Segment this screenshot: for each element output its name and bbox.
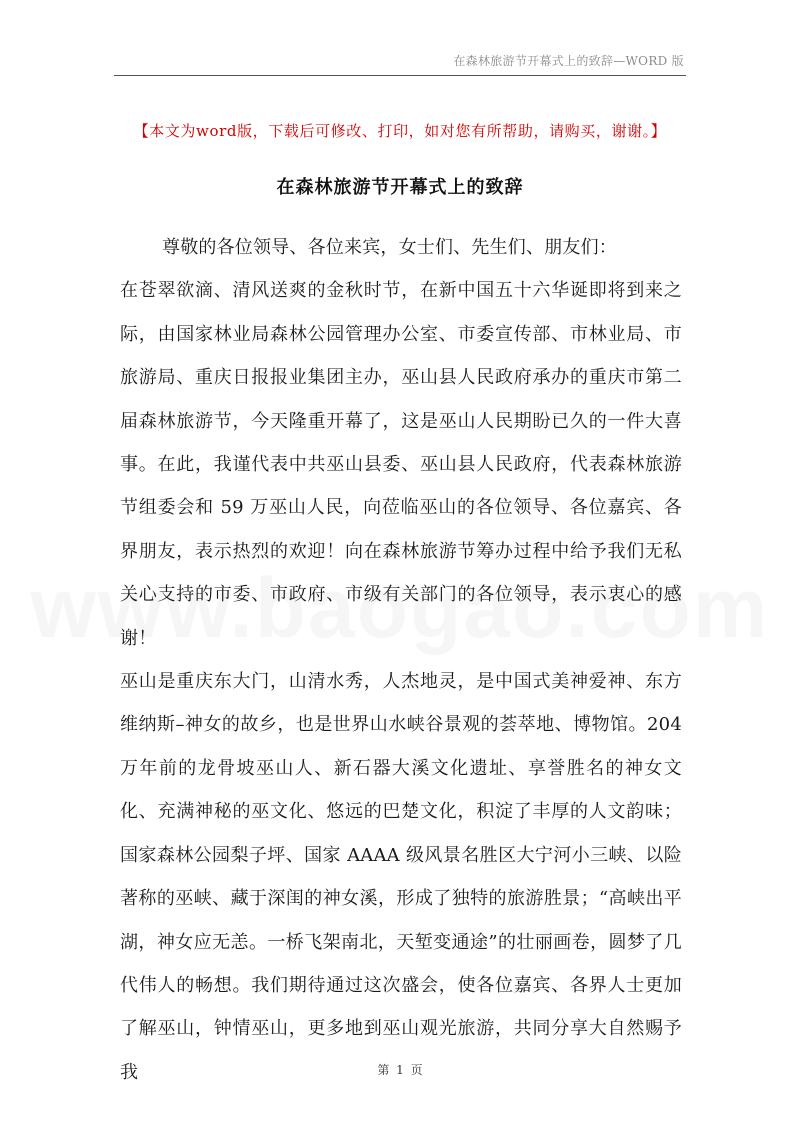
running-header: 在森林旅游节开幕式上的致辞—WORD 版	[453, 54, 684, 68]
document-body	[120, 226, 682, 1094]
header-divider	[114, 75, 686, 76]
document-title: 在森林旅游节开幕式上的致辞	[276, 177, 524, 198]
salutation: 尊敬的各位领导、各位来宾，女士们、先生们、朋友们：	[162, 237, 617, 258]
page-number: 第 1 页	[377, 1063, 423, 1077]
purchase-notice: 【本文为word版，下载后可修改、打印，如对您有所帮助，请购买，谢谢。】	[133, 122, 667, 140]
paragraph: 巫山是重庆东大门，山清水秀，人杰地灵，是中国式美神爱神、东方维纳斯–神女的故乡，也是世界山水峡谷景观的荟萃地、博物馆。204 万年前的龙骨坡巫山人、新石器大溪文化遗址、享誉胜名的神女文化、充满神秘的巫文化、悠远的巴楚文化，积淀了丰厚的人文韵味；国家森林公园梨子坪、国家 AAAA 级风景名胜区大宁河小三峡、以险著称的巫峡、藏于深闺的神女溪，形成了独特的旅游胜景；“高峡出平湖，神女应无恙。一桥飞架南北，天堑变通途”的壮丽画卷，圆梦了几代伟人的畅想。我们期待通过这次盛会，使各位嘉宾、各界人士更加了解巫山，钟情巫山，更多地到巫山观光旅游，共同分享大自然赐予我	[120, 671, 682, 1083]
paragraph: 在苍翠欲滴、清风送爽的金秋时节，在新中国五十六华诞即将到来之际，由国家林业局森林公园管理办公室、市委宣传部、市林业局、市旅游局、重庆日报报业集团主办，巫山县人民政府承办的重庆市第二届森林旅游节，今天隆重开幕了，这是巫山人民期盼已久的一件大喜事。在此，我谨代表中共巫山县委、巫山县人民政府，代表森林旅游节组委会和 59 万巫山人民，向莅临巫山的各位领导、各位嘉宾、各界朋友，表示热烈的欢迎！向在森林旅游节筹办过程中给予我们无私关心支持的市委、市政府、市级有关部门的各位领导，表示衷心的感谢！	[120, 280, 682, 649]
